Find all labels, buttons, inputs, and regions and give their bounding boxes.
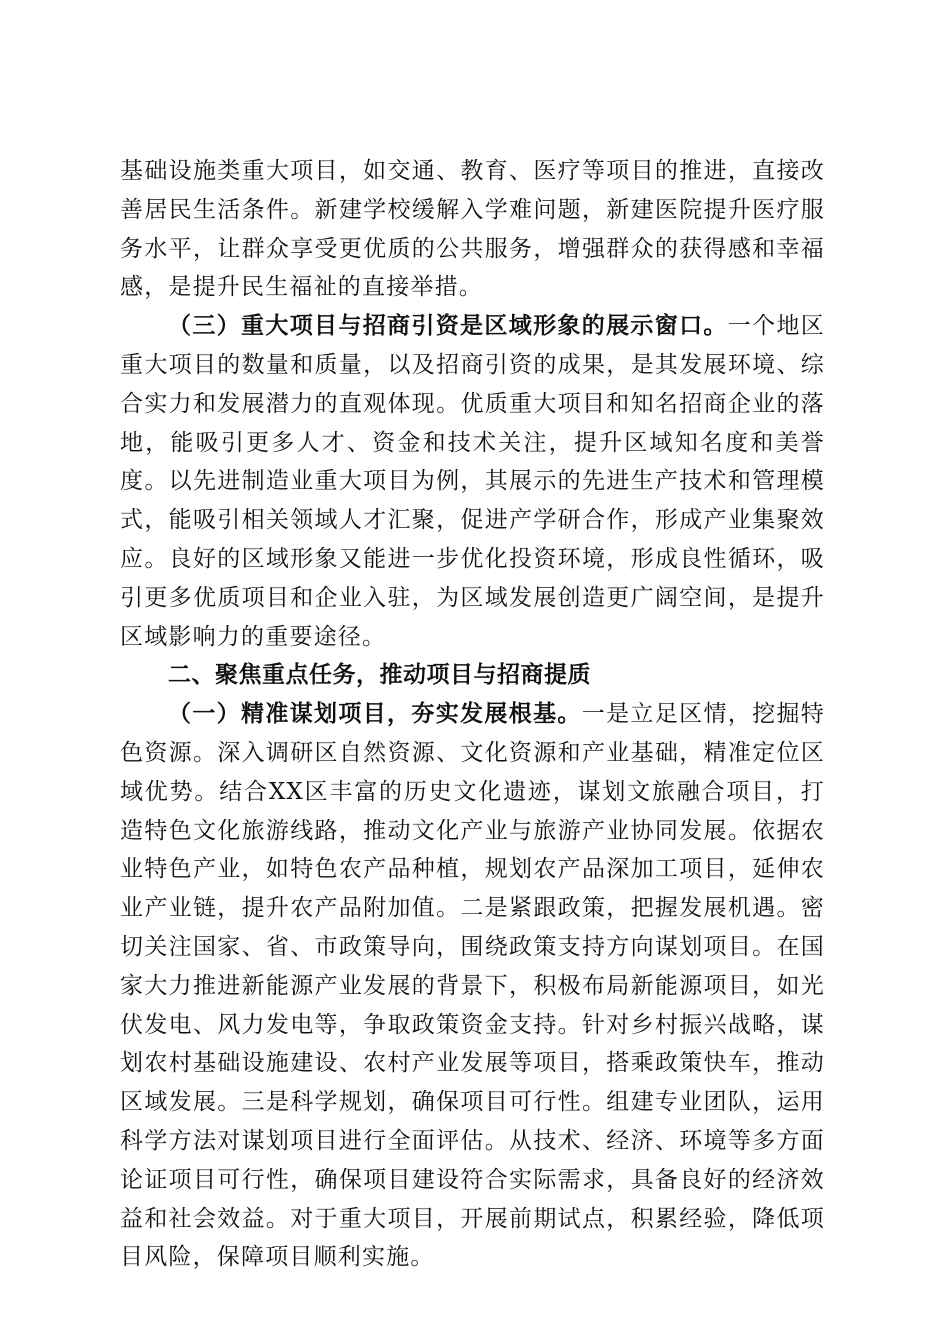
section-heading-2: 二、聚焦重点任务，推动项目与招商提质 [168,662,591,689]
paragraph-infrastructure: 基础设施类重大项目，如交通、教育、医疗等项目的推进，直接改善居民生活条件。新建学校缓解入学难问题，新建医院提升医疗服务水平，让群众享受更优质的公共服务，增强群众的获得感和幸福感，是提升民生福祉的直接举措。 [120,158,825,301]
paragraph-lead-3: （三）重大项目与招商引资是区域形象的展示窗口。 [168,313,728,340]
paragraph-lead-1: （一）精准谋划项目，夯实发展根基。 [168,701,582,728]
document-body [120,152,825,1277]
paragraph-project-planning [120,695,825,1277]
paragraph-regional-image [120,307,825,656]
paragraph-body-1: 一是立足区情，挖掘特色资源。深入调研区自然资源、文化资源和产业基础，精准定位区域优势。结合XX区丰富的历史文化遗迹，谋划文旅融合项目，打造特色文化旅游线路，推动文化产业与旅游产业协同发展。依据农业特色产业，如特色农产品种植，规划农产品深加工项目，延伸农业产业链，提升农产品附加值。二是紧跟政策，把握发展机遇。密切关注国家、省、市政策导向，围绕政策支持方向谋划项目。在国家大力推进新能源产业发展的背景下，积极布局新能源项目，如光伏发电、风力发电等，争取政策资金支持。针对乡村振兴战略，谋划农村基础设施建设、农村产业发展等项目，搭乘政策快车，推动区域发展。三是科学规划，确保项目可行性。组建专业团队，运用科学方法对谋划项目进行全面评估。从技术、经济、环境等多方面论证项目可行性，确保项目建设符合实际需求，具备良好的经济效益和社会效益。对于重大项目，开展前期试点，积累经验，降低项目风险，保障项目顺利实施。 [120,701,825,1271]
paragraph-body-3: 一个地区重大项目的数量和质量，以及招商引资的成果，是其发展环境、综合实力和发展潜力的直观体现。优质重大项目和知名招商企业的落地，能吸引更多人才、资金和技术关注，提升区域知名度和美誉度。以先进制造业重大项目为例，其展示的先进生产技术和管理模式，能吸引相关领域人才汇聚，促进产学研合作，形成产业集聚效应。良好的区域形象又能进一步优化投资环境，形成良性循环，吸引更多优质项目和企业入驻，为区域发展创造更广阔空间，是提升区域影响力的重要途径。 [120,313,825,650]
